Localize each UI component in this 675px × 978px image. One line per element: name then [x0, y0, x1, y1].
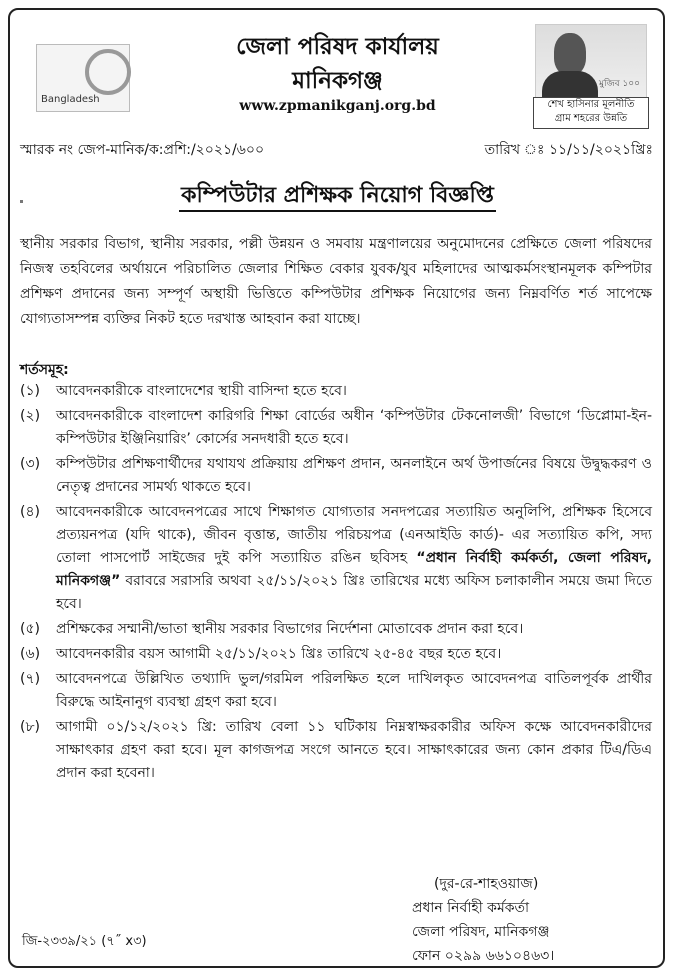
condition-item: [20, 453, 652, 499]
signatory-name: (দুর-রে-শাহওয়াজ): [434, 876, 539, 892]
motto-line-2: গ্রাম শহরের উন্নতি: [554, 113, 628, 124]
condition-number: (৪): [20, 504, 41, 520]
memo-number: স্মারক নং জেপ-মানিক/ক:প্রশি:/২০২১/৬০০: [20, 142, 265, 158]
website-link[interactable]: www.zpmanikganj.org.bd: [239, 98, 436, 114]
publication-reference: জি-২৩৩৯/২১ (৭˝ x৩): [22, 934, 147, 949]
condition-item: [20, 380, 652, 403]
logo-text: Bangladesh: [41, 94, 100, 105]
motto-line-1: শেখ হাসিনার মূলনীতি: [547, 99, 635, 110]
mujib-100-badge: মুজিব ১০০: [598, 79, 640, 89]
conditions-list: [20, 380, 652, 787]
condition-text-part-b: বরাবরে সরাসরি অথবা ২৫/১১/২০২১ খ্রিঃ তারিখের মধ্যে অফিস চলাকালীন সময়ে জমা দিতে হবে।: [56, 573, 652, 612]
condition-text: আবেদনকারীর বয়স আগামী ২৫/১১/২০২১ খ্রিঃ তারিখে ২৫-৪৫ বছর হতে হবে।: [56, 646, 502, 662]
signatory-phone: ফোন ০২৯৯ ৬৬১০৪৬৩।: [412, 948, 555, 964]
district-name: মানিকগঞ্জ: [292, 68, 383, 94]
condition-text: আগামী ০১/১২/২০২১ খ্রি: তারিখ বেলা ১১ ঘটিকায় নিম্নস্বাক্ষরকারীর অফিস কক্ষে আবেদনকারীদের সাক্ষাৎকার গ্রহণ করা হবে। মূল কাগজপত্র সংগে আনতে হবে। সাক্ষাৎকারের জন্য কোন প্রকার টিএ/ডিএ প্রদান করা হবেনা।: [56, 719, 652, 781]
intro-paragraph: স্থানীয় সরকার বিভাগ, স্থানীয় সরকার, পল্লী উন্নয়ন ও সমবায় মন্ত্রণালয়ের অনুমোদনের প্রেক্ষিতে জেলা পরিষদের নিজস্ব তহবিলের অর্থায়নে পরিচালিত জেলার শিক্ষিত বেকার যুবক/যুব মহিলাদের আত্মকর্মসংস্থানমূলক কম্পিটার প্রশিক্ষণ প্রদানের জন্য সম্পূর্ণ অস্থায়ী ভিত্তিতে কম্পিউটার প্রশিক্ষক নিয়োগের জন্য নিম্নবর্ণিত শর্ত সাপেক্ষে যোগ্যতাসম্পন্ন ব্যক্তির নিকট হতে দরখাস্ত আহবান করা যাচ্ছে।: [20, 236, 652, 327]
notice-date: তারিখ ঃ ১১/১১/২০২১খ্রিঃ: [484, 142, 653, 158]
condition-item: [20, 716, 652, 785]
condition-item: [20, 618, 652, 641]
signatory-designation: প্রধান নির্বাহী কর্মকর্তা: [412, 900, 530, 916]
condition-number: (১): [20, 383, 41, 399]
office-name: জেলা পরিষদ কার্যালয়: [236, 34, 439, 60]
condition-item: [20, 501, 652, 616]
notice-title: [0, 178, 675, 215]
condition-number: (৮): [20, 719, 41, 735]
signatory-office: জেলা পরিষদ, মানিকগঞ্জ: [412, 924, 550, 940]
condition-text: আবেদনকারীকে বাংলাদেশ কারিগরি শিক্ষা বোর্ডের অধীন ‘কম্পিউটার টেকনোলজী’ বিভাগে ‘ডিপ্লোমা-ইন-কম্পিউটার ইঞ্জিনিয়ারিং’ কোর্সের সনদধারী হতে হবে।: [56, 408, 652, 447]
notice-title-text: কম্পিউটার প্রশিক্ষক নিয়োগ বিজ্ঞপ্তি: [179, 183, 496, 212]
condition-number: (৭): [20, 671, 41, 687]
condition-text-part-a: আবেদনকারীকে আবেদনপত্রের সাথে শিক্ষাগত যোগ্যতার সনদপত্রের সত্যায়িত অনুলিপি, প্রশিক্ষক হিসেবে প্রত্যয়নপত্র (যদি থাকে), জীবন বৃত্তান্ত, জাতীয় পরিচয়পত্র (এনআইডি কার্ড)- এর সত্যায়িত কপি, সদ্য তোলা পাসপোর্ট সাইজের দুই কপি সত্যায়িত রঙিন ছবিসহ: [56, 504, 652, 566]
conditions-heading: শর্তসমূহ:: [20, 362, 69, 378]
condition-number: (৫): [20, 621, 41, 637]
condition-item: [20, 668, 652, 714]
condition-addressee: “প্রধান নির্বাহী কর্মকর্তা, জেলা পরিষদ, মানিকগঞ্জ”: [56, 550, 652, 589]
condition-item: [20, 643, 652, 666]
condition-text: কম্পিউটার প্রশিক্ষণার্থীদের যথাযথ প্রক্রিয়ায় প্রশিক্ষণ প্রদান, অনলাইনে অর্থ উপার্জনের বিষয়ে উদ্বুদ্ধকরণ ও নেতৃত্ব প্রদানের সামর্থ্য থাকতে হবে।: [56, 456, 652, 495]
condition-text: আবেদনপত্রে উল্লিখিত তথ্যাদি ভুল/গরমিল পরিলক্ষিত হলে দাখিলকৃত আবেদনপত্র বাতিলপূর্বক প্রার্থীর বিরুদ্ধে আইনানুগ ব্যবস্থা গ্রহণ করা হবে।: [56, 671, 652, 710]
condition-number: (২): [20, 408, 41, 424]
condition-number: (৩): [20, 456, 41, 472]
condition-number: (৬): [20, 646, 41, 662]
condition-text: আবেদনকারীকে বাংলাদেশের স্থায়ী বাসিন্দা হতে হবে।: [56, 383, 347, 399]
condition-item: [20, 405, 652, 451]
signature-block: [412, 872, 652, 968]
condition-text: প্রশিক্ষকের সম্মানী/ভাতা স্থানীয় সরকার বিভাগের নির্দেশনা মোতাবেক প্রদান করা হবে।: [56, 621, 524, 637]
